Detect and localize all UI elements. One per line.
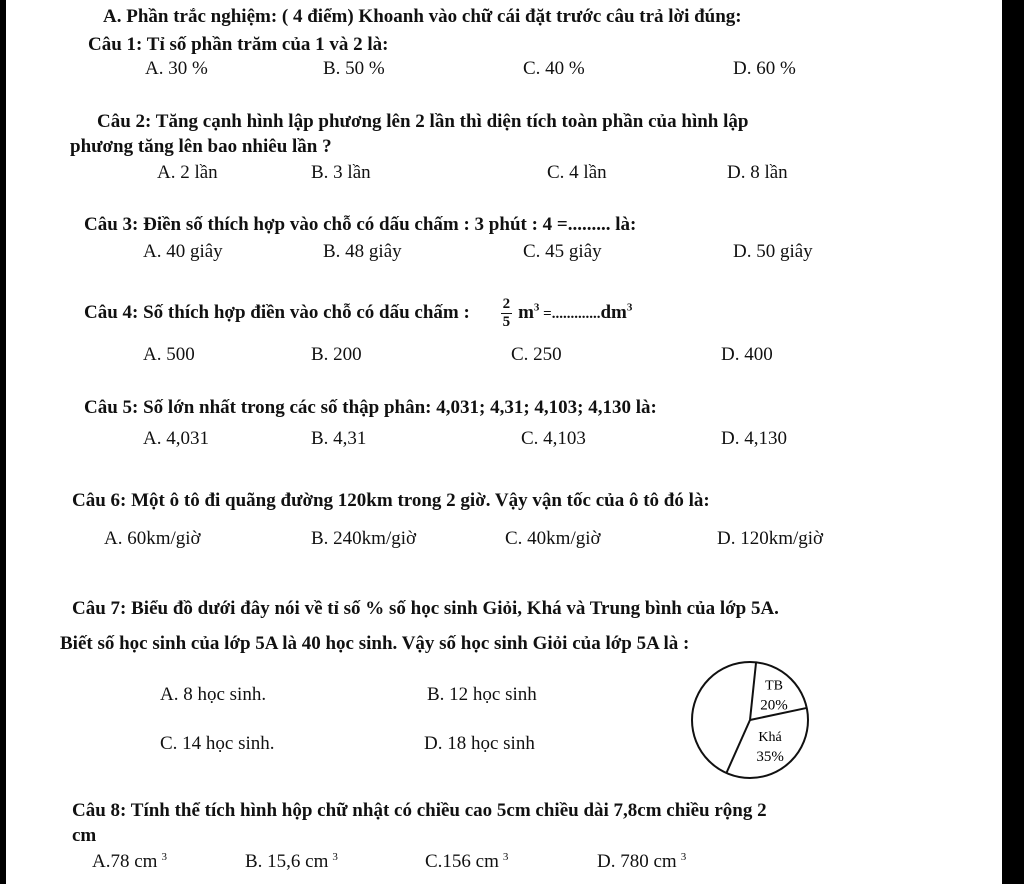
q1-option-d[interactable]: D. 60 %: [733, 58, 796, 79]
q4-option-a[interactable]: A. 500: [143, 344, 195, 365]
q6-option-c[interactable]: C. 40km/giờ: [505, 528, 601, 549]
q2-option-b[interactable]: B. 3 lần: [311, 162, 371, 183]
q7-option-c[interactable]: C. 14 học sinh.: [160, 733, 275, 754]
q1-option-a[interactable]: A. 30 %: [145, 58, 208, 79]
q2-option-c[interactable]: C. 4 lần: [547, 162, 607, 183]
question-1: Câu 1: Tỉ số phần trăm của 1 và 2 là:: [88, 34, 389, 55]
q8-option-c[interactable]: [425, 851, 508, 873]
q8-option-b-text: B. 15,6 cm: [245, 851, 329, 872]
q5-option-a[interactable]: A. 4,031: [143, 428, 209, 449]
q7-option-b[interactable]: B. 12 học sinh: [427, 684, 537, 705]
q3-option-b[interactable]: B. 48 giây: [323, 241, 402, 262]
left-border: [0, 0, 6, 884]
pie-label-1: Khá: [758, 729, 782, 745]
question-4: [84, 296, 632, 331]
q5-option-b[interactable]: B. 4,31: [311, 428, 367, 449]
q6-option-b[interactable]: B. 240km/giờ: [311, 528, 417, 549]
blank-dots: =.............: [539, 305, 601, 322]
q8-option-b[interactable]: [245, 851, 338, 873]
pie-divider-2: [726, 720, 750, 773]
pie-value-1: 35%: [756, 748, 784, 765]
q7-option-a[interactable]: A. 8 học sinh.: [160, 684, 267, 705]
q8-option-a[interactable]: [92, 851, 167, 873]
question-6: Câu 6: Một ô tô đi quãng đường 120km trong 2 giờ. Vậy vận tốc của ô tô đó là:: [72, 490, 710, 511]
q8-option-a-text: A.78 cm: [92, 851, 158, 872]
q4-option-d[interactable]: D. 400: [721, 344, 773, 365]
q3-option-d[interactable]: D. 50 giây: [733, 241, 813, 262]
q8-option-b-exponent: 3: [332, 850, 338, 863]
q4-option-c[interactable]: C. 250: [511, 344, 562, 365]
right-border: [1002, 0, 1024, 884]
question-4-text: Câu 4: Số thích hợp điền vào chỗ có dấu chấm :: [84, 301, 470, 323]
q8-option-d[interactable]: [597, 851, 686, 873]
pie-label-0: TB: [765, 678, 784, 694]
q8-option-d-exponent: 3: [680, 850, 687, 863]
pie-divider-0: [750, 662, 756, 720]
q2-option-a[interactable]: A. 2 lần: [157, 162, 218, 183]
unit-dm-exponent: 3: [626, 301, 633, 314]
fraction: [501, 296, 513, 331]
q7-option-d[interactable]: D. 18 học sinh: [424, 733, 535, 754]
question-8-line2: cm: [72, 825, 97, 846]
fraction-numerator: 2: [502, 296, 511, 312]
q8-option-a-exponent: 3: [161, 850, 167, 863]
q8-option-d-text: D. 780 cm: [597, 851, 677, 872]
q5-option-c[interactable]: C. 4,103: [521, 428, 586, 449]
q6-option-d[interactable]: D. 120km/giờ: [717, 528, 824, 549]
q1-option-b[interactable]: B. 50 %: [323, 58, 385, 79]
q4-option-b[interactable]: B. 200: [311, 344, 362, 365]
q3-option-c[interactable]: C. 45 giây: [523, 241, 602, 262]
question-8-line1: Câu 8: Tính thể tích hình hộp chữ nhật có chiều cao 5cm chiều dài 7,8cm chiều rộng 2: [72, 800, 767, 821]
section-title: A. Phần trắc nghiệm: ( 4 điểm) Khoanh vào chữ cái đặt trước câu trả lời đúng:: [103, 6, 742, 27]
q5-option-d[interactable]: D. 4,130: [721, 428, 787, 449]
q3-option-a[interactable]: A. 40 giây: [143, 241, 223, 262]
q8-option-c-text: C.156 cm: [425, 851, 499, 872]
q6-option-a[interactable]: A. 60km/giờ: [104, 528, 201, 549]
question-2-line1: Câu 2: Tăng cạnh hình lập phương lên 2 lần thì diện tích toàn phần của hình lập: [97, 111, 749, 132]
q8-option-c-exponent: 3: [502, 850, 509, 863]
question-7-line2: Biết số học sinh của lớp 5A là 40 học sinh. Vậy số học sinh Giỏi của lớp 5A là :: [60, 633, 690, 654]
q1-option-c[interactable]: C. 40 %: [523, 58, 585, 79]
question-5: Câu 5: Số lớn nhất trong các số thập phân: 4,031; 4,31; 4,103; 4,130 là:: [84, 397, 657, 418]
question-2-line2: phương tăng lên bao nhiêu lần ?: [70, 136, 332, 157]
question-3: Câu 3: Điền số thích hợp vào chỗ có dấu chấm : 3 phút : 4 =......... là:: [84, 214, 637, 235]
pie-chart: [680, 650, 820, 790]
unit-m-exponent: 3: [533, 301, 540, 314]
pie-value-0: 20%: [760, 697, 788, 714]
unit-m: m: [518, 301, 534, 323]
fraction-denominator: 5: [502, 314, 511, 330]
unit-dm: dm: [600, 301, 627, 323]
question-7-line1: Câu 7: Biểu đồ dưới đây nói về tỉ số % số học sinh Giỏi, Khá và Trung bình của lớp 5A.: [72, 598, 779, 619]
q2-option-d[interactable]: D. 8 lần: [727, 162, 788, 183]
